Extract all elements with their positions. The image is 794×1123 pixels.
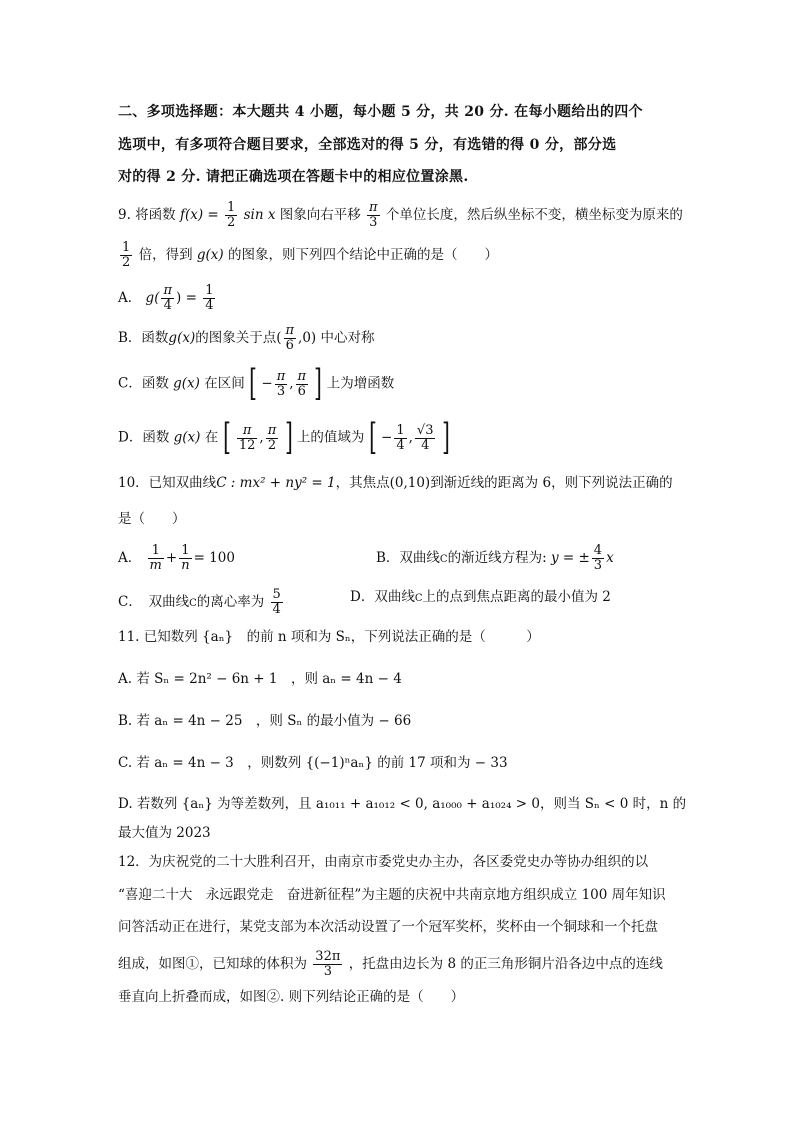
q10-stem-line-1 — [118, 474, 673, 492]
q9-b-point — [284, 324, 297, 353]
q9-stem-line-1 — [118, 201, 683, 230]
q9-shift-den: 3 — [369, 215, 378, 230]
q9-d-v1-den: 4 — [396, 437, 405, 453]
q9-scale-num: 1 — [122, 240, 131, 255]
q9-a-eq: ) = — [176, 290, 197, 306]
q10-a-eq: = 100 — [193, 550, 235, 566]
q9-shift-fraction — [367, 201, 380, 230]
q9-d-range-left-bracket: [ — [368, 417, 377, 458]
q12-line-1: 12．为庆祝党的二十大胜利召开，由南京市委党史办主办，各区委党史办等协办组织的以 — [118, 854, 649, 870]
q12-line-5: 垂直向上折叠而成，如图②. 则下列结论正确的是（ ） — [118, 989, 465, 1005]
q10-c-text2: 的离心率为 — [196, 594, 265, 610]
q9-text-b: 图象向右平移 — [279, 207, 361, 223]
q10-b-frac — [592, 544, 604, 573]
q9-d-v1-num: 1 — [396, 422, 405, 438]
q9-sin: sin x — [243, 207, 276, 223]
q9-d-right — [266, 424, 279, 453]
q9-half-den: 2 — [227, 215, 236, 230]
q9-c-neg: − — [261, 375, 273, 392]
q9-d-v2-den: 4 — [421, 437, 430, 453]
section-heading-line-1: 二、多项选择题：本大题共 4 小题，每小题 5 分，共 20 分. 在每小题给出的四个 — [118, 104, 643, 120]
q10-a-plus: + — [165, 550, 178, 566]
q9-d-right-bracket: ] — [284, 417, 293, 458]
q9-b-open: ( — [276, 330, 282, 346]
q12-text-a: 组成，如图①，已知球的体积为 — [118, 956, 307, 972]
q9-d-r-num: π — [267, 422, 277, 438]
q9-d-comma2: , — [408, 429, 413, 446]
q10-c-num: 5 — [272, 587, 281, 602]
q9-d-v2-num: √3 — [416, 422, 434, 438]
q10-a-num2: 1 — [179, 544, 191, 559]
q10-b-text2: 的渐近线方程为: — [447, 550, 547, 566]
q9-c-gx: g(x) — [173, 375, 200, 392]
section-heading-line-3: 对的得 2 分. 请把正确选项在答题卡中的相应位置涂黑. — [118, 169, 469, 185]
q9-d-comma: , — [259, 429, 264, 446]
q9-b-text-c: 中心对称 — [320, 330, 375, 346]
q9-b-text: B．函数 — [118, 330, 169, 346]
q9-c-left — [275, 370, 288, 399]
q9-option-c — [118, 363, 395, 404]
q12-vol-num: 32π — [315, 949, 341, 964]
q9-d-l-num: π — [237, 424, 258, 439]
q9-scale-den: 2 — [122, 255, 131, 270]
q10-b-text: B．双曲线 — [376, 550, 440, 566]
q10-option-b — [376, 544, 614, 573]
q10-a-frac2 — [179, 544, 191, 573]
q9-d-text-b: 在 — [204, 429, 219, 446]
q10-b-x: x — [606, 550, 614, 566]
q9-c-right-bracket: ] — [314, 363, 323, 404]
q9-c-l-den: 3 — [276, 383, 286, 399]
q12-text-b: ，托盘由边长为 8 的正三角形铜片沿各边中点的连线 — [348, 956, 663, 972]
q10-d-text2: 上的点到焦点距离的最小值为 2 — [422, 589, 611, 605]
q11-option-a: A. 若 Sₙ = 2n² − 6n + 1 ，则 aₙ = 4n − 4 — [118, 671, 402, 687]
q10-option-a — [118, 544, 235, 573]
q10-a-label: A． — [118, 550, 142, 566]
q9-c-left-bracket: [ — [249, 363, 257, 404]
q9-text-d: 倍，得到 — [138, 247, 193, 263]
q10-b-c: C — [439, 554, 448, 565]
q9-b-close: ,0) — [298, 330, 317, 346]
q10-text-c: 到渐近线的距离为 6，则下列说法正确的 — [430, 475, 673, 491]
q11-stem: 11. 已知数列 {aₙ} 的前 n 项和为 Sₙ，下列说法正确的是（ ） — [118, 629, 540, 645]
q10-c-frac — [271, 588, 283, 617]
q9-c-comma: , — [289, 375, 294, 392]
q9-a-arg-num: π — [163, 283, 173, 298]
q9-b-den: 6 — [285, 338, 294, 353]
q9-d-left — [237, 424, 258, 453]
q9-c-text-c: 上为增函数 — [326, 375, 395, 392]
q9-d-left-bracket: [ — [222, 417, 231, 458]
q9-a-label: A． — [118, 290, 142, 306]
q10-b-den: 3 — [593, 558, 603, 573]
q9-text-c: 个单位长度，然后纵坐标不变，横坐标变为原来的 — [385, 207, 683, 223]
q9-half-fraction — [225, 201, 237, 230]
q9-c-l-num: π — [276, 368, 286, 384]
q10-equation: C : mx² + ny² = 1 — [216, 475, 336, 491]
q9-a-arg-den: 4 — [163, 298, 172, 313]
q12-volume-fraction — [313, 950, 342, 979]
q9-a-g: g( — [145, 290, 160, 306]
q9-b-text-b: 的图象关于点 — [195, 330, 277, 346]
q12-vol-den: 3 — [323, 964, 332, 979]
q9-option-d — [118, 417, 450, 458]
q9-c-text: C．函数 — [118, 375, 169, 392]
q9-shift-num: π — [369, 200, 378, 215]
q12-line-2: “喜迎二十大 永远跟党走 奋进新征程”为主题的庆祝中共南京地方组织成立 100 周年知识 — [118, 887, 666, 903]
q10-a-den2: n — [181, 558, 190, 573]
q10-text-b: ，其焦点 — [335, 475, 390, 491]
q9-d-text: D．函数 — [118, 429, 170, 446]
q9-d-range-right-bracket: ] — [441, 417, 450, 458]
section-heading-line-2: 选项中，有多项符合题目要求，全部选对的得 5 分，有选错的得 0 分，部分选 — [118, 137, 617, 153]
q10-c-den: 4 — [272, 602, 281, 617]
q10-b-num: 4 — [593, 543, 603, 558]
q10-focus: (0,10) — [389, 475, 431, 491]
q9-d-text-c: 上的值域为 — [296, 429, 365, 446]
q9-stem-line-2 — [118, 241, 498, 270]
q9-option-b — [118, 324, 375, 353]
q10-option-c — [118, 588, 285, 617]
q10-a-den1: m — [149, 558, 162, 573]
q9-half-num: 1 — [227, 200, 236, 215]
q10-a-frac1 — [148, 544, 164, 573]
q9-text: 9. 将函数 — [118, 207, 176, 223]
q9-c-right — [296, 370, 309, 399]
q9-a-arg — [161, 284, 174, 313]
q9-gx: g(x) — [196, 247, 224, 263]
q10-stem-line-2: 是（ ） — [118, 511, 186, 527]
q10-c-c: C — [189, 598, 197, 609]
q9-a-value — [203, 284, 215, 313]
q12-line-3: 问答活动正在进行，某党支部为本次活动设置了一个冠军奖杯，奖杯由一个铜球和一个托盘 — [118, 919, 658, 935]
q9-d-v1 — [394, 424, 406, 453]
q9-b-gx: g(x) — [168, 330, 196, 346]
q9-option-a — [118, 284, 217, 313]
q9-d-neg: − — [381, 429, 393, 446]
q10-d-text: D．双曲线 — [350, 589, 415, 605]
q9-b-num: π — [285, 323, 295, 338]
q12-line-4 — [118, 950, 663, 979]
q11-option-c: C. 若 aₙ = 4n − 3 ，则数列 {(−1)ⁿaₙ} 的前 17 项和为 − 33 — [118, 755, 508, 771]
q10-d-c: C — [414, 593, 423, 604]
q9-text-e: 的图象，则下列四个结论中正确的是（ ） — [227, 247, 498, 263]
q10-c-text: C． 双曲线 — [118, 594, 190, 610]
q10-b-y: y = ± — [550, 550, 590, 566]
q9-scale-fraction — [120, 241, 132, 270]
q9-a-val-den: 4 — [205, 298, 214, 313]
q10-a-num1: 1 — [148, 544, 164, 559]
q11-option-b: B. 若 aₙ = 4n − 25 ，则 Sₙ 的最小值为 − 66 — [118, 713, 412, 729]
q9-function: f(x) = — [179, 207, 219, 223]
q11-option-d-line-1: D. 若数列 {aₙ} 为等差数列，且 a₁₀₁₁ + a₁₀₁₂ < 0, a₁₀₀₀ + a₁₀₂₄ > 0，则当 Sₙ < 0 时，n 的 — [118, 796, 687, 812]
q9-d-v2 — [415, 424, 436, 453]
q9-c-r-den: 6 — [297, 383, 306, 399]
q9-c-text-b: 在区间 — [204, 375, 245, 392]
q11-option-d-line-2: 最大值为 2023 — [118, 825, 211, 841]
q9-c-r-num: π — [297, 368, 307, 384]
q9-d-gx: g(x) — [173, 429, 201, 446]
q10-text: 10．已知双曲线 — [118, 475, 217, 491]
q9-d-r-den: 2 — [267, 437, 277, 453]
q9-d-l-den: 12 — [238, 437, 256, 453]
q9-a-val-num: 1 — [205, 283, 214, 298]
q10-option-d — [350, 588, 611, 608]
